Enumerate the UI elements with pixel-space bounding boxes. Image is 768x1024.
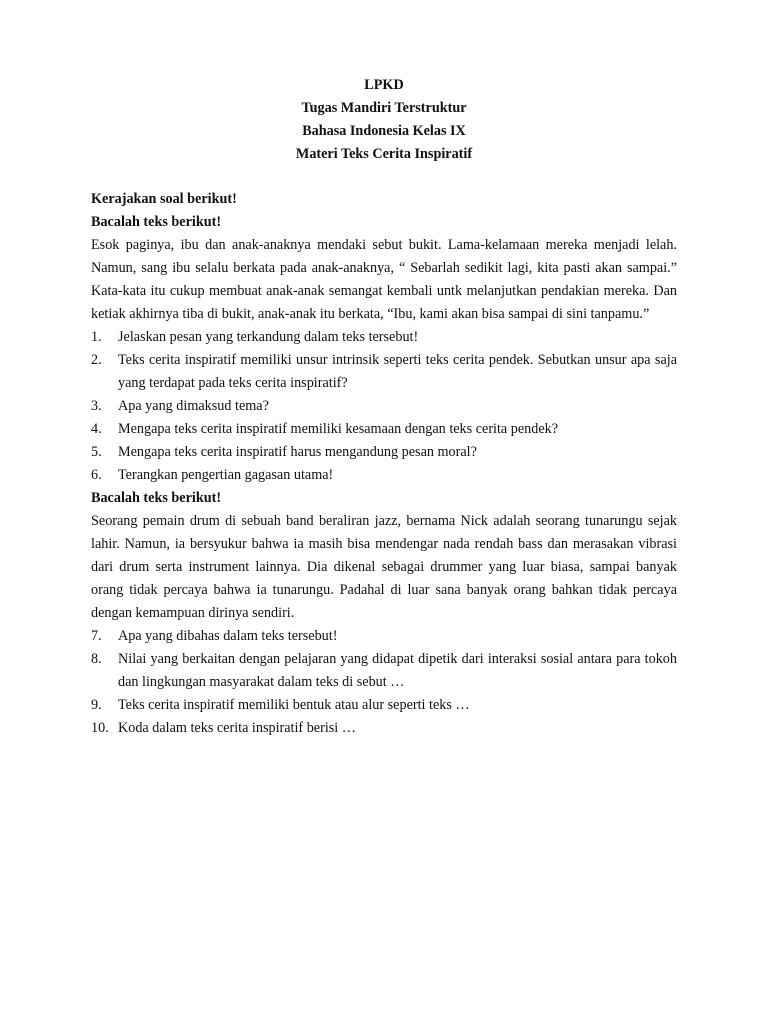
- section2-passage: Seorang pemain drum di sebuah band beraliran jazz, bernama Nick adalah seorang tunarungu sejak lahir. Namun, ia bersyukur bahwa ia masih bisa mendengar nada rendah bass dan merasakan vibrasi dari drum serta instrument lainnya. Dia dikenal sebagai drummer yang luar biasa, sampai banyak orang tidak percaya bahwa ia tunarungu. Padahal di luar sana banyak orang bahkan tidak percaya dengan kemampuan dirinya sendiri.: [91, 513, 677, 621]
- section2-question-list: [91, 625, 677, 740]
- question-item: [91, 694, 677, 717]
- doc-title-lpkd: LPKD: [364, 77, 404, 93]
- spacer: [91, 166, 677, 188]
- question-number: 1.: [91, 329, 102, 345]
- question-number: 3.: [91, 398, 102, 414]
- question-text: Teks cerita inspiratif memiliki unsur intrinsik seperti teks cerita pendek. Sebutkan unsur apa saja yang terdapat pada teks cerita inspiratif?: [118, 352, 677, 391]
- section1-passage: Esok paginya, ibu dan anak-anaknya mendaki sebut bukit. Lama-kelamaan mereka menjadi lelah. Namun, sang ibu selalu berkata pada anak-anaknya, “ Sebarlah sedikit lagi, kita pasti akan sampai.” Kata-kata itu cukup membuat anak-anak semangat kembali untk melanjutkan pendakian mereka. Dan ketiak akhirnya tiba di bukit, anak-anak itu berkata, “Ibu, kami akan bisa sampai di sini tanpamu.”: [91, 237, 677, 322]
- document-page: [91, 74, 677, 740]
- question-text: Mengapa teks cerita inspiratif harus mengandung pesan moral?: [118, 444, 477, 460]
- question-text: Apa yang dibahas dalam teks tersebut!: [118, 628, 338, 644]
- question-item: [91, 326, 677, 349]
- question-number: 6.: [91, 467, 102, 483]
- section1-heading: Bacalah teks berikut!: [91, 214, 222, 230]
- question-number: 8.: [91, 651, 102, 667]
- section2-heading: Bacalah teks berikut!: [91, 490, 222, 506]
- doc-title-task: Tugas Mandiri Terstruktur: [301, 100, 467, 116]
- doc-title-material: Materi Teks Cerita Inspiratif: [295, 146, 473, 162]
- question-item: [91, 441, 677, 464]
- question-item: [91, 418, 677, 441]
- instruction: Kerajakan soal berikut!: [91, 191, 237, 207]
- question-text: Nilai yang berkaitan dengan pelajaran yang didapat dipetik dari interaksi sosial antara para tokoh dan lingkungan masyarakat dalam teks di sebut …: [118, 651, 677, 690]
- question-text: Mengapa teks cerita inspiratif memiliki kesamaan dengan teks cerita pendek?: [118, 421, 559, 437]
- question-item: [91, 349, 677, 395]
- question-number: 4.: [91, 421, 102, 437]
- question-text: Apa yang dimaksud tema?: [118, 398, 269, 414]
- question-number: 10.: [91, 720, 109, 736]
- question-item: [91, 464, 677, 487]
- question-number: 5.: [91, 444, 102, 460]
- question-number: 7.: [91, 628, 102, 644]
- doc-title-subject: Bahasa Indonesia Kelas IX: [302, 123, 466, 139]
- section1-question-list: [91, 326, 677, 487]
- question-text: Jelaskan pesan yang terkandung dalam teks tersebut!: [118, 329, 419, 345]
- question-item: [91, 625, 677, 648]
- question-text: Teks cerita inspiratif memiliki bentuk atau alur seperti teks …: [118, 697, 470, 713]
- question-number: 2.: [91, 352, 102, 368]
- question-text: Terangkan pengertian gagasan utama!: [118, 467, 334, 483]
- question-item: [91, 717, 677, 740]
- question-number: 9.: [91, 697, 102, 713]
- question-item: [91, 395, 677, 418]
- question-text: Koda dalam teks cerita inspiratif berisi …: [118, 720, 356, 736]
- question-item: [91, 648, 677, 694]
